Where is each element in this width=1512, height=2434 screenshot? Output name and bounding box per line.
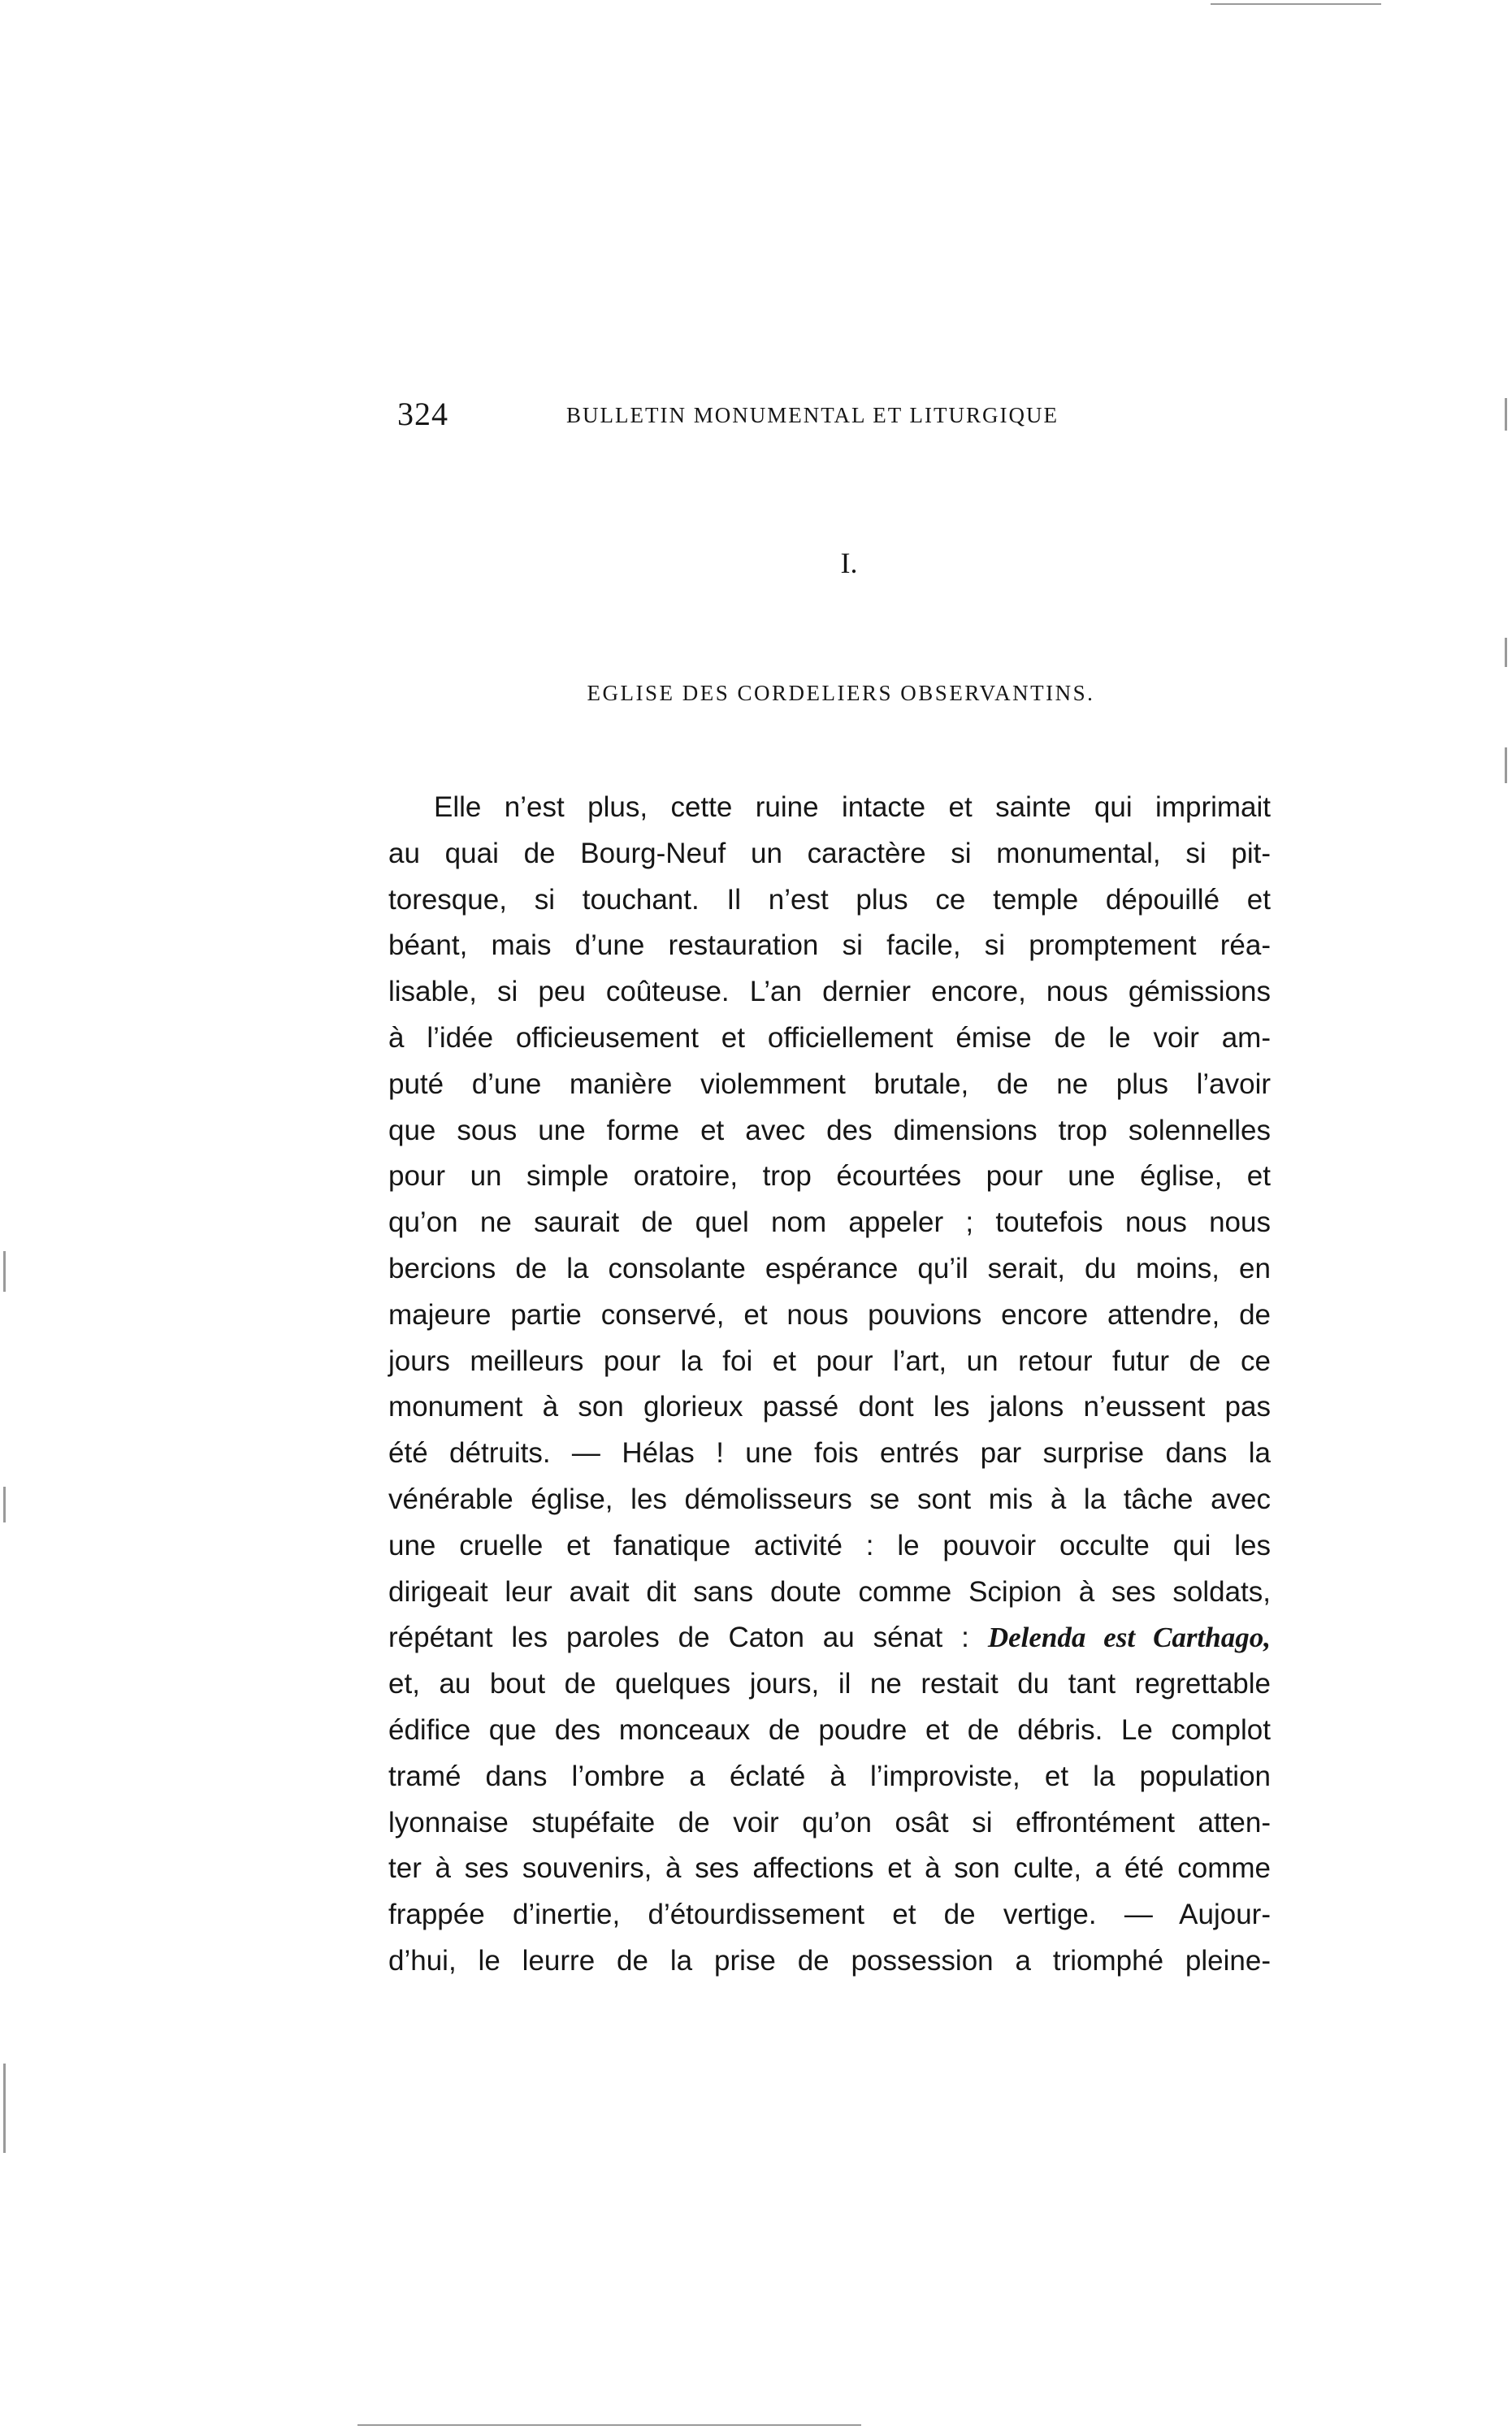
- body-paragraph: [388, 785, 1271, 1985]
- running-title: BULLETIN MONUMENTAL ET LITURGIQUE: [566, 403, 1059, 427]
- scan-edge-mark: [3, 1487, 6, 1522]
- text-line: bercions de la consolante espérance qu’il serait, du moins, en: [388, 1252, 1271, 1284]
- text-line: béant, mais d’une restauration si facile, si promptement réa-: [388, 929, 1271, 962]
- text-line-start: répétant les paroles de Caton au sénat :: [388, 1622, 969, 1654]
- text-line: été détruits. — Hélas ! une fois entrés par surprise dans la: [388, 1437, 1271, 1470]
- text-line: que sous une forme et avec des dimensions trop solennelles: [388, 1114, 1271, 1146]
- text-line: édifice que des monceaux de poudre et de débris. Le complot: [388, 1713, 1271, 1746]
- text-line: ter à ses souvenirs, à ses affections et à son culte, a été comme: [388, 1852, 1271, 1885]
- text-line: une cruelle et fanatique activité : le pouvoir occulte qui les: [388, 1529, 1271, 1561]
- scan-edge-mark: [3, 2064, 6, 2153]
- text-line: frappée d’inertie, d’étourdissement et de vertige. — Aujour-: [388, 1899, 1271, 1931]
- scan-edge-mark: [1505, 398, 1507, 431]
- text-line: monument à son glorieux passé dont les jalons n’eussent pas: [388, 1391, 1271, 1423]
- page-number: 324: [397, 396, 448, 432]
- section-title: EGLISE DES CORDELIERS OBSERVANTINS.: [587, 681, 1095, 705]
- text-line: au quai de Bourg-Neuf un caractère si monumental, si pit-: [388, 837, 1271, 869]
- text-line: pour un simple oratoire, trop écourtées pour une église, et: [388, 1160, 1271, 1193]
- text-line: lyonnaise stupéfaite de voir qu’on osât si effrontément atten-: [388, 1806, 1271, 1838]
- text-line: majeure partie conservé, et nous pouvions encore attendre, de: [388, 1298, 1271, 1331]
- text-line-with-quote: [388, 1615, 1271, 1661]
- text-line: toresque, si touchant. Il n’est plus ce temple dépouillé et: [388, 883, 1271, 916]
- section-number: I.: [840, 547, 858, 579]
- text-line: qu’on ne saurait de quel nom appeler ; toutefois nous nous: [388, 1206, 1271, 1239]
- text-line: tramé dans l’ombre a éclaté à l’improviste, et la population: [388, 1760, 1271, 1792]
- running-head: [397, 395, 1271, 444]
- scan-edge-mark: [1505, 747, 1507, 783]
- text-line: Elle n’est plus, cette ruine intacte et sainte qui imprimait: [434, 791, 1271, 823]
- text-line: vénérable église, les démolisseurs se sont mis à la tâche avec: [388, 1483, 1271, 1515]
- text-line: lisable, si peu coûteuse. L’an dernier encore, nous gémissions: [388, 976, 1271, 1008]
- text-line: jours meilleurs pour la foi et pour l’art, un retour futur de ce: [388, 1345, 1271, 1377]
- text-line: d’hui, le leurre de la prise de possession a triomphé pleine-: [388, 1944, 1271, 1977]
- text-line: et, au bout de quelques jours, il ne restait du tant regrettable: [388, 1668, 1271, 1700]
- scan-edge-mark: [1505, 638, 1507, 667]
- text-line: puté d’une manière violemment brutale, de ne plus l’avoir: [388, 1068, 1271, 1100]
- scan-edge-mark: [1211, 3, 1381, 5]
- scan-edge-mark: [3, 1251, 6, 1292]
- scan-edge-mark: [357, 2424, 861, 2426]
- text-line: dirigeait leur avait dit sans doute comme Scipion à ses soldats,: [388, 1575, 1271, 1608]
- latin-quote: Delenda est Carthago,: [987, 1622, 1271, 1654]
- text-line: à l’idée officieusement et officiellement émise de le voir am-: [388, 1021, 1271, 1054]
